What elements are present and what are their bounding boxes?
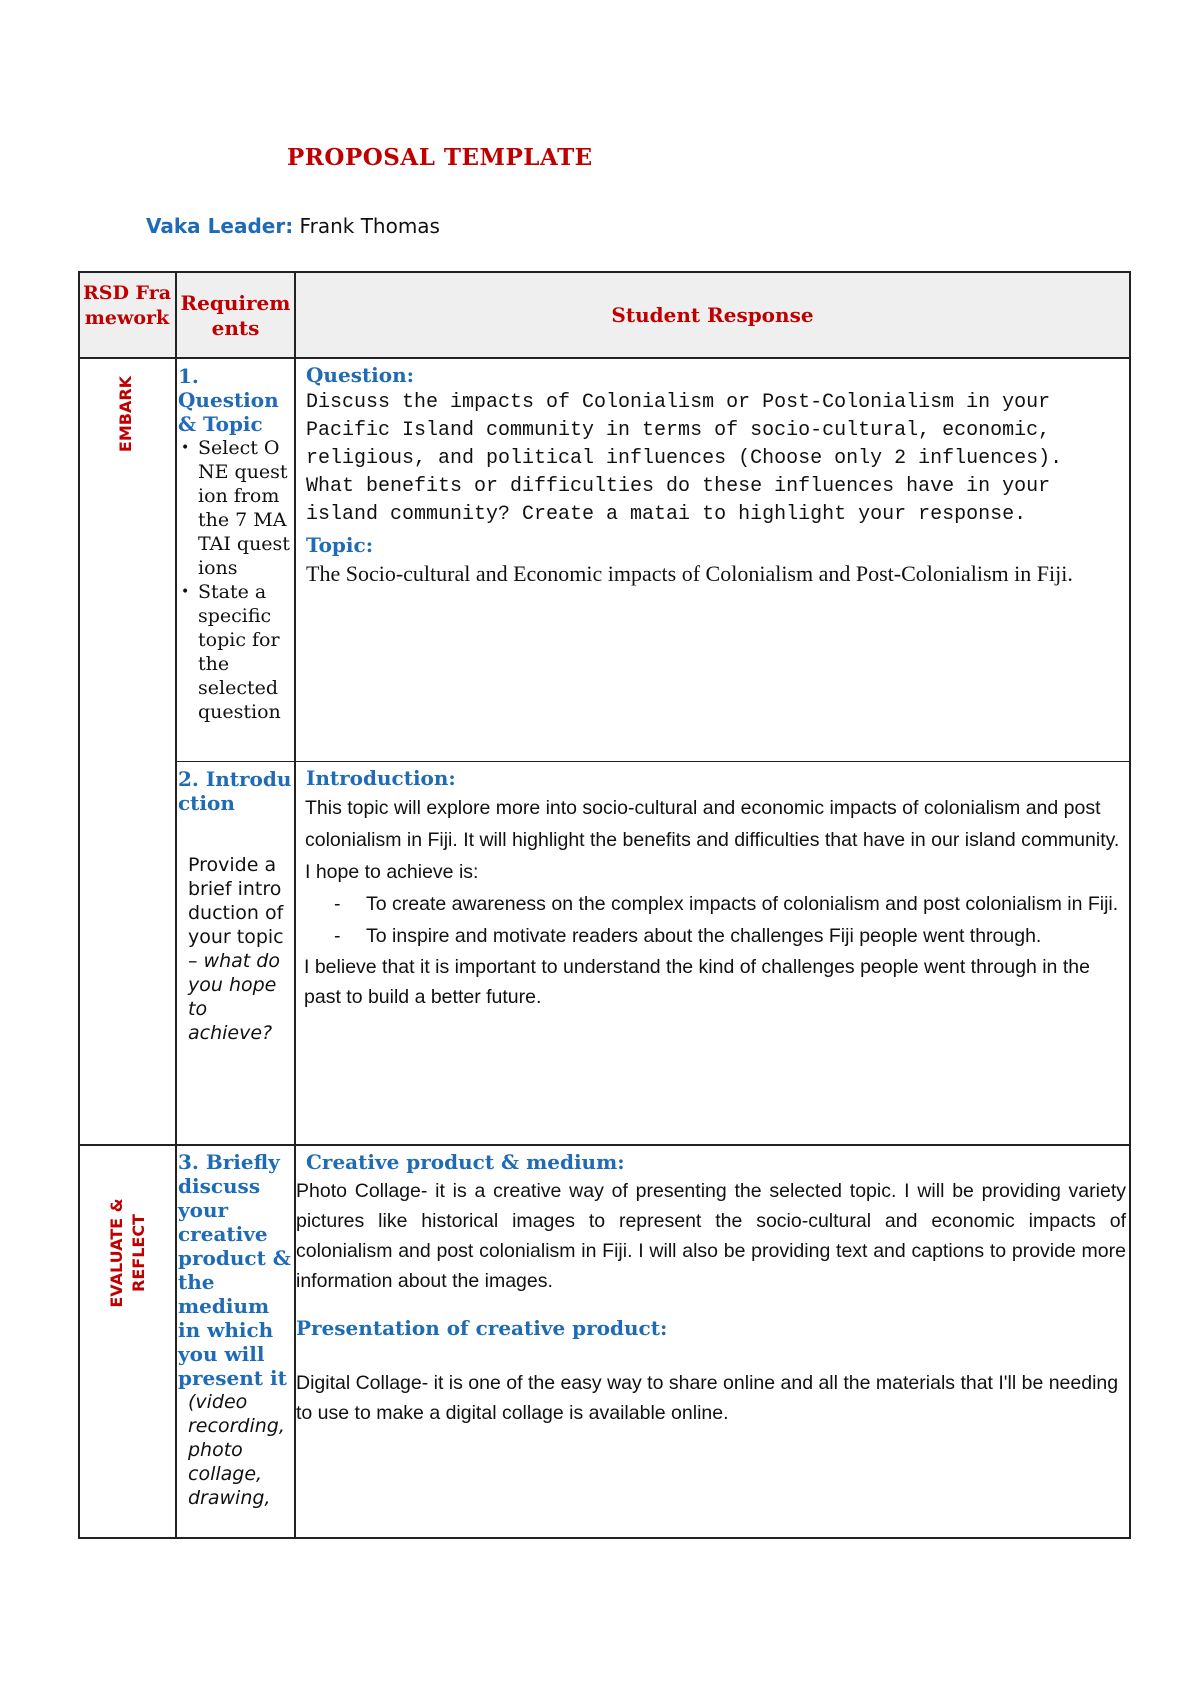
header-student-response: Student Response (611, 303, 814, 327)
header-requirements: Requirements (180, 291, 291, 340)
requirement-title: 3. Briefly discuss your creative product & the medium in which you will present it (178, 1150, 291, 1390)
table-border-right (1129, 271, 1131, 1539)
column-divider-1 (175, 271, 177, 1539)
header-rsd-framework: RSD Framework (82, 282, 172, 329)
requirement-title: 2. Introduction (178, 767, 292, 815)
requirement-italic-text: what do you hope to achieve? (188, 950, 280, 1044)
dash-marker: - (334, 925, 341, 947)
requirement-creative-product (178, 1150, 294, 1510)
table-border-bottom (78, 1537, 1131, 1539)
presentation-heading: Presentation of creative product: (296, 1316, 668, 1340)
list-item: • State a specific topic for the selected question (198, 580, 292, 724)
requirement-italic-text: (video recording, photo collage, drawing, (188, 1391, 285, 1509)
introduction-heading: Introduction: (306, 766, 456, 790)
vaka-leader-line (146, 214, 440, 238)
creative-product-heading: Creative product & medium: (306, 1150, 625, 1174)
response-question-topic (306, 363, 1118, 589)
response-introduction (304, 766, 1124, 1012)
topic-text: The Socio-cultural and Economic impacts of Colonialism and Post-Colonialism in Fiji. (306, 561, 1073, 586)
question-text: Discuss the impacts of Colonialism or Post-Colonialism in your Pacific Island community in terms of socio-cultural, economic, religious, and political influences (Choose only 2 influences). What benefits or difficulties do these influences have in your island community? Create a matai to highlight your response. (306, 391, 1063, 526)
section-label-embark: EMBARK (116, 375, 135, 453)
introduction-paragraph: This topic will explore more into socio-cultural and economic impacts of colonialism and post colonialism in Fiji. It will highlight the benefits and difficulties that have in our island community. (305, 797, 1120, 851)
response-creative-product (296, 1150, 1126, 1428)
list-item: • Select ONE question from the 7 MATAI questions (198, 436, 292, 580)
requirement-question-topic (178, 364, 292, 724)
table-border-top (78, 271, 1131, 273)
hope-label: I hope to achieve is: (305, 861, 479, 883)
dash-marker: - (334, 893, 341, 915)
question-heading: Question: (306, 363, 415, 387)
section-label-evaluate-reflect: EVALUATE & REFLECT (107, 1198, 148, 1308)
table-border-left (78, 271, 80, 1539)
proposal-table (78, 271, 1131, 1539)
section-divider (78, 1144, 1131, 1146)
topic-heading: Topic: (306, 533, 374, 557)
header-divider (78, 357, 1131, 359)
document-title: PROPOSAL TEMPLATE (287, 144, 593, 171)
creative-product-paragraph: Photo Collage- it is a creative way of presenting the selected topic. I will be providing variety pictures like historical images to represent the socio-cultural and economic impacts of colonialism and post colonialism in Fiji. I will also be providing text and captions to provide more information about the images. (296, 1180, 1126, 1292)
list-item (304, 920, 1124, 952)
vaka-leader-label: Vaka Leader: (146, 214, 294, 238)
requirement-description (178, 853, 292, 1045)
closing-paragraph: I believe that it is important to understand the kind of challenges people went through in the past to build a better future. (304, 956, 1090, 1008)
list-item (304, 888, 1124, 920)
goal-text: To inspire and motivate readers about the challenges Fiji people went through. (366, 925, 1042, 947)
requirement-title: 1. Question & Topic (178, 364, 279, 436)
presentation-paragraph: Digital Collage- it is one of the easy way to share online and all the materials that I'll be needing to use to make a digital collage is available online. (296, 1372, 1119, 1424)
requirement-list (178, 436, 292, 724)
requirement-text: Provide a brief introduction of your topic – (188, 854, 284, 972)
vaka-leader-name: Frank Thomas (299, 214, 440, 238)
row-divider (175, 761, 1131, 762)
requirement-introduction (178, 767, 292, 1045)
goal-text: To create awareness on the complex impacts of colonialism and post colonialism in Fiji. (366, 893, 1119, 915)
